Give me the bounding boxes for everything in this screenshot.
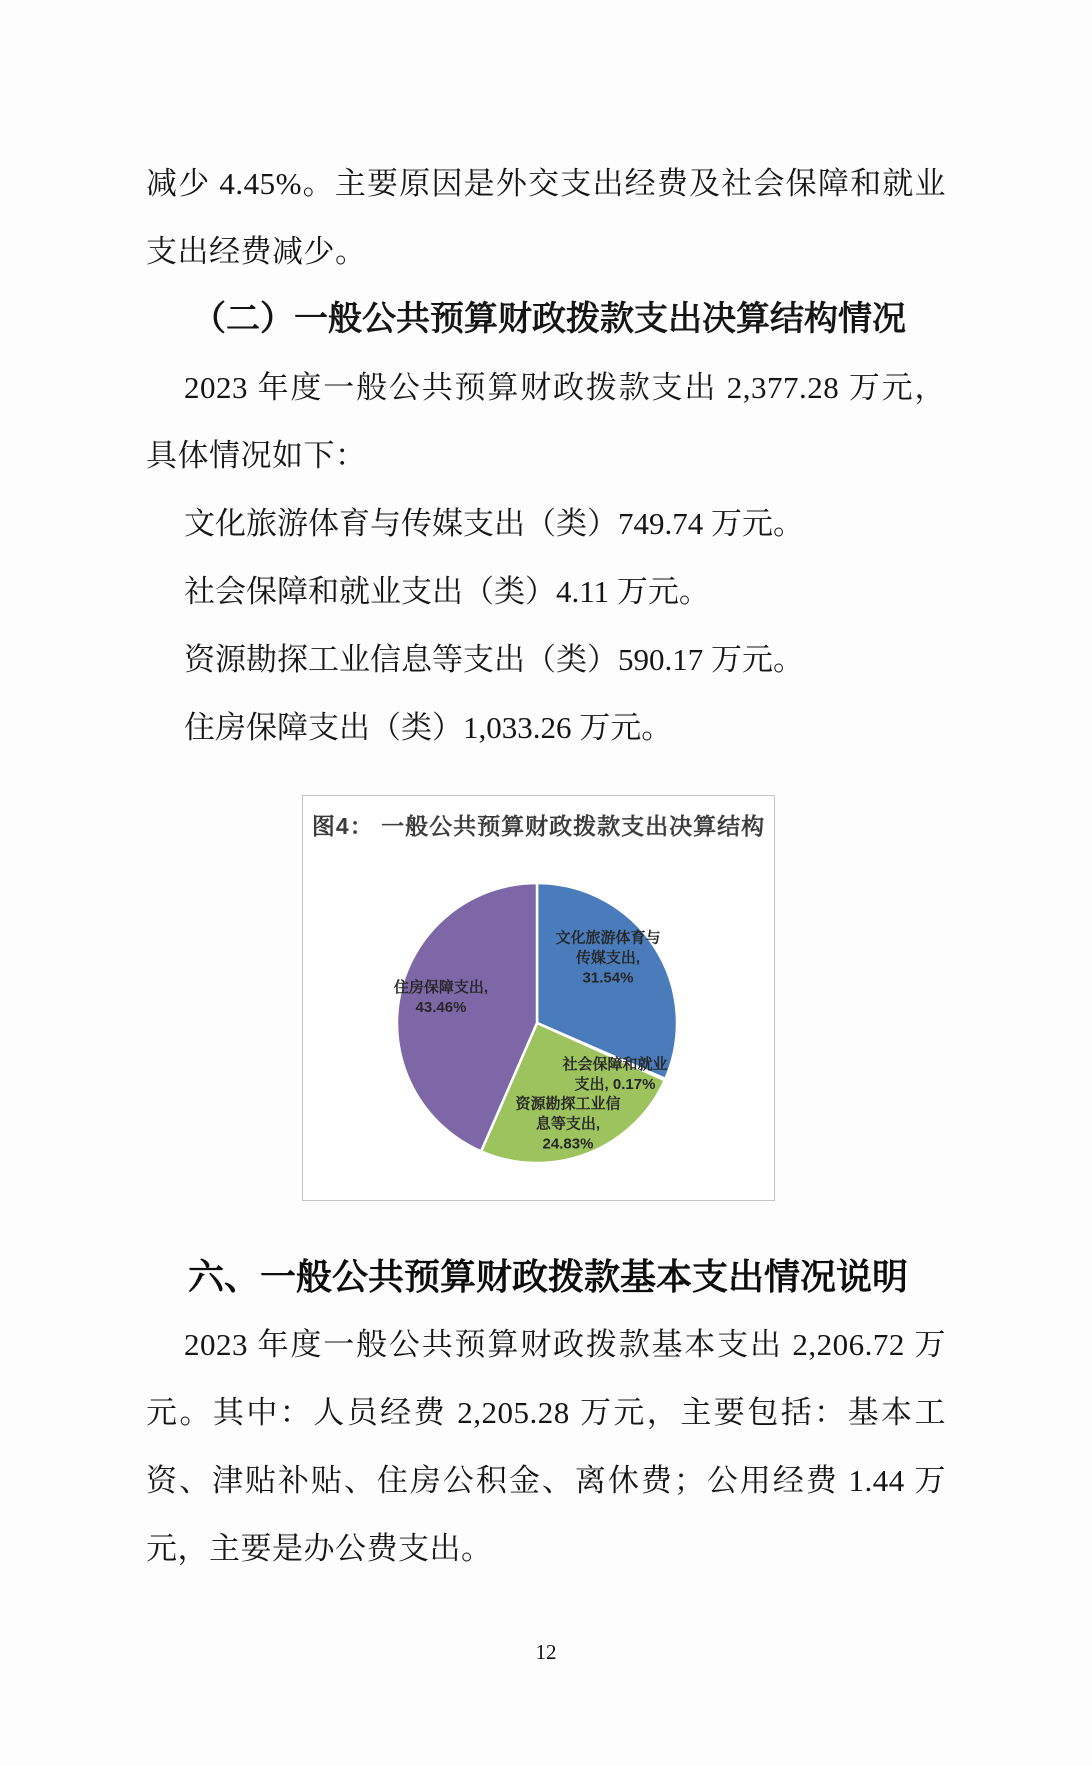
pie-label-slice-3: 资源勘探工业信 息等支出, 24.83% bbox=[515, 1095, 621, 1152]
heading-section-6: 六、一般公共预算财政拨款基本支出情况说明 bbox=[188, 1256, 909, 1297]
paragraph-total-expenditure: 2023 年度一般公共预算财政拨款支出 2,377.28 万元，具体情况如下： bbox=[146, 370, 946, 473]
pie-label-slice-4: 住房保障支出, 43.46% bbox=[393, 979, 489, 1016]
page-number: 12 bbox=[535, 1640, 557, 1664]
paragraph-carryover: 减少 4.45%。主要原因是外交支出经费及社会保障和就业支出经费减少。 bbox=[146, 166, 946, 269]
pie-label-slice-1: 文化旅游体育与 传媒支出, 31.54% bbox=[555, 929, 661, 986]
item-housing-security: 住房保障支出（类）1,033.26 万元。 bbox=[184, 710, 673, 745]
pie-label-slice-2: 社会保障和就业 支出, 0.17% bbox=[562, 1056, 668, 1093]
pie-chart-canvas bbox=[303, 796, 774, 1200]
paragraph-basic-expenditure: 2023 年度一般公共预算财政拨款基本支出 2,206.72 万元。其中：人员经费 2,205.28 万元，主要包括：基本工资、津贴补贴、住房公积金、离休费；公用经费 1.44 万元，主要是办公费支出。 bbox=[146, 1327, 946, 1566]
heading-section-2: （二）一般公共预算财政拨款支出决算结构情况 bbox=[192, 301, 906, 338]
figure-4-pie-chart bbox=[302, 795, 775, 1201]
chart-title: 图4： 一般公共预算财政拨款支出决算结构 bbox=[311, 813, 766, 839]
item-social-security: 社会保障和就业支出（类）4.11 万元。 bbox=[184, 574, 710, 609]
item-resource-exploration: 资源勘探工业信息等支出（类）590.17 万元。 bbox=[184, 642, 804, 677]
item-culture-tourism: 文化旅游体育与传媒支出（类）749.74 万元。 bbox=[184, 506, 804, 541]
